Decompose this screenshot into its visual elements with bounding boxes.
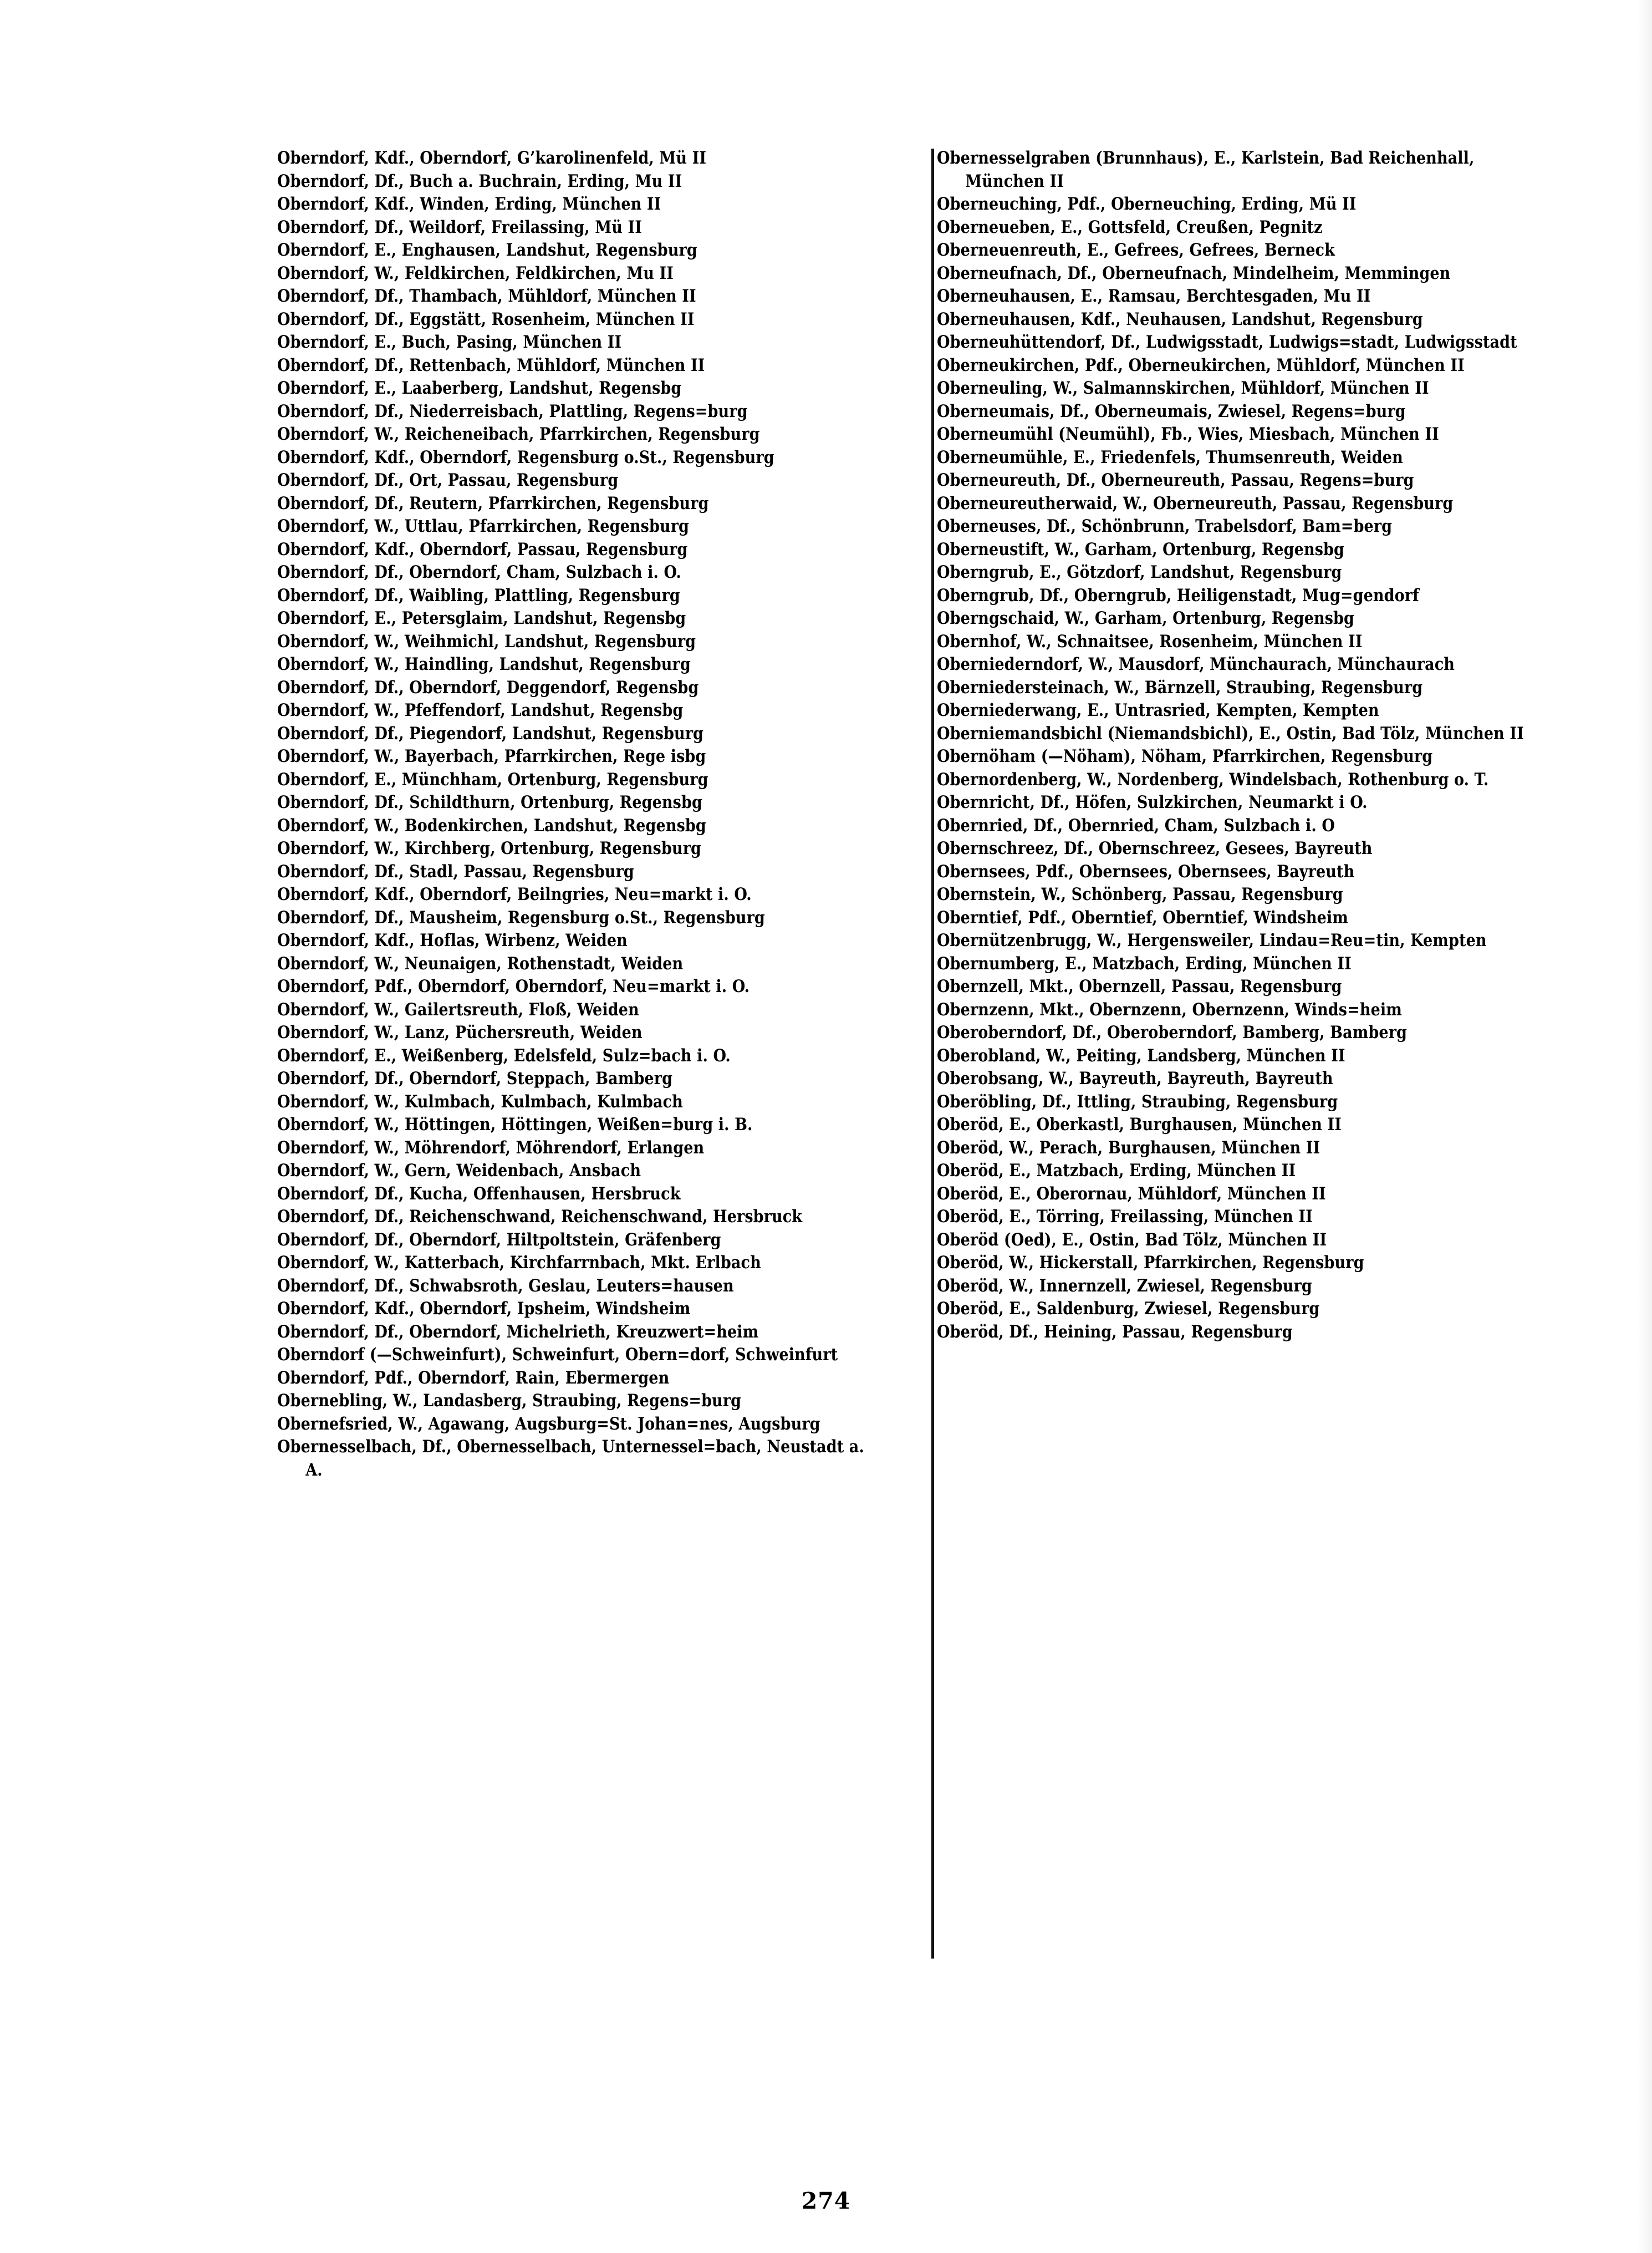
- left-column: [277, 147, 915, 1482]
- gazetteer-entry: Oberntief, Pdf., Oberntief, Oberntief, Windsheim: [937, 907, 1349, 928]
- gazetteer-entry: Obernefsried, W., Agawang, Augsburg=St. Johan=nes, Augsburg: [277, 1413, 820, 1434]
- gazetteer-entry: Oberneuling, W., Salmannskirchen, Mühldorf, München II: [937, 378, 1429, 398]
- gazetteer-entry: Oberndorf, Pdf., Oberndorf, Oberndorf, Neu=markt i. O.: [277, 977, 750, 996]
- gazetteer-entry: Oberndorf, Df., Rettenbach, Mühldorf, München II: [277, 355, 705, 375]
- gazetteer-entry: Oberöd, E., Matzbach, Erding, München II: [937, 1161, 1296, 1181]
- gazetteer-entry: Oberndorf, W., Feldkirchen, Feldkirchen, Mu II: [277, 263, 674, 283]
- gazetteer-entry: Oberndorf, Pdf., Oberndorf, Rain, Ebermergen: [277, 1367, 670, 1388]
- gazetteer-entry: Oberöd, W., Perach, Burghausen, München II: [937, 1137, 1320, 1158]
- gazetteer-entry: Obernesselbach, Df., Obernesselbach, Unternessel=bach, Neustadt a. A.: [277, 1437, 870, 1480]
- gazetteer-entry: Oberndorf, W., Haindling, Landshut, Regensburg: [277, 654, 691, 674]
- gazetteer-entry: Oberndorf, E., Petersglaim, Landshut, Regensbg: [277, 608, 686, 628]
- gazetteer-entry: Oberngschaid, W., Garham, Ortenburg, Regensbg: [937, 608, 1355, 628]
- gazetteer-entry: Oberndorf, Df., Buch a. Buchrain, Erding, Mu II: [277, 171, 682, 191]
- gazetteer-entry: Obernumberg, E., Matzbach, Erding, München II: [937, 953, 1352, 974]
- gazetteer-entry: Obernzell, Mkt., Obernzell, Passau, Regensburg: [937, 977, 1342, 996]
- gazetteer-entry: Oberndorf, Df., Oberndorf, Hiltpoltstein, Gräfenberg: [277, 1229, 721, 1250]
- gazetteer-entry: Oberöd, E., Oberkastl, Burghausen, München II: [937, 1115, 1342, 1135]
- gazetteer-entry: Oberndorf, Df., Reichenschwand, Reichenschwand, Hersbruck: [277, 1207, 803, 1227]
- gazetteer-entry: Oberndorf, W., Reicheneibach, Pfarrkirchen, Regensburg: [277, 424, 760, 444]
- gazetteer-entry: Oberöd (Oed), E., Ostin, Bad Tölz, München II: [937, 1229, 1327, 1250]
- gazetteer-entry: Oberndorf, Df., Ort, Passau, Regensburg: [277, 470, 619, 490]
- gazetteer-entry: Oberndorf, W., Bayerbach, Pfarrkirchen, Rege isbg: [277, 746, 706, 766]
- gazetteer-entry: Oberndorf, Kdf., Winden, Erding, München II: [277, 194, 661, 214]
- gazetteer-entry: Oberndorf, E., Buch, Pasing, München II: [277, 332, 622, 352]
- gazetteer-entry: Oberöd, E., Saldenburg, Zwiesel, Regensburg: [937, 1299, 1320, 1319]
- gazetteer-entry: Oberndorf, Df., Niederreisbach, Plattling, Regens=burg: [277, 401, 748, 421]
- gazetteer-entry: Oberndorf, W., Gailertsreuth, Floß, Weiden: [277, 999, 639, 1020]
- gazetteer-entry: Obernöham (—Nöham), Nöham, Pfarrkirchen, Regensburg: [937, 746, 1433, 766]
- gazetteer-entry: Oberndorf, Df., Reutern, Pfarrkirchen, Regensburg: [277, 493, 709, 513]
- gazetteer-entry: Obernried, Df., Obernried, Cham, Sulzbach i. O: [937, 815, 1335, 836]
- gazetteer-entry: Obernstein, W., Schönberg, Passau, Regensburg: [937, 884, 1343, 904]
- gazetteer-entry: Oberndorf, E., Münchham, Ortenburg, Regensburg: [277, 769, 708, 790]
- gazetteer-entry: Obernesselgraben (Brunnhaus), E., Karlstein, Bad Reichenhall, München II: [937, 148, 1480, 191]
- gazetteer-entry: Oberobsang, W., Bayreuth, Bayreuth, Bayreuth: [937, 1069, 1333, 1089]
- gazetteer-entry: Oberniederwang, E., Untrasried, Kempten, Kempten: [937, 700, 1379, 720]
- gazetteer-entry: Oberneuhausen, Kdf., Neuhausen, Landshut, Regensburg: [937, 309, 1423, 329]
- gazetteer-entry: Oberndorf, W., Kirchberg, Ortenburg, Regensburg: [277, 838, 702, 858]
- gazetteer-entry: Oberoberndorf, Df., Oberoberndorf, Bamberg, Bamberg: [937, 1023, 1408, 1042]
- gazetteer-entry: Oberndorf, Df., Eggstätt, Rosenheim, München II: [277, 309, 695, 329]
- gazetteer-entry: Oberndorf, Kdf., Oberndorf, Regensburg o.St., Regensburg: [277, 447, 774, 467]
- gazetteer-entry: Oberndorf, Df., Oberndorf, Deggendorf, Regensbg: [277, 677, 699, 698]
- gazetteer-entry: Oberndorf, Df., Waibling, Plattling, Regensburg: [277, 585, 680, 606]
- gazetteer-entry: Oberneuhausen, E., Ramsau, Berchtesgaden, Mu II: [937, 286, 1371, 306]
- gazetteer-entry: Obernschreez, Df., Obernschreez, Gesees, Bayreuth: [937, 838, 1373, 858]
- gazetteer-entry: Oberndorf, W., Neunaigen, Rothenstadt, Weiden: [277, 953, 684, 974]
- gazetteer-entry: Oberöd, E., Oberornau, Mühldorf, München II: [937, 1183, 1326, 1204]
- gazetteer-entry: Obernützenbrugg, W., Hergensweiler, Lindau=Reu=tin, Kempten: [937, 930, 1487, 950]
- gazetteer-entry: Oberndorf, Kdf., Oberndorf, Ipsheim, Windsheim: [277, 1299, 691, 1319]
- gazetteer-entry: Oberniederndorf, W., Mausdorf, Münchaurach, Münchaurach: [937, 654, 1455, 674]
- right-column: [915, 147, 1552, 1344]
- gazetteer-entry: Oberngrub, Df., Oberngrub, Heiligenstadt, Mug=gendorf: [937, 585, 1419, 606]
- gazetteer-entry: Oberöd, W., Hickerstall, Pfarrkirchen, Regensburg: [937, 1253, 1364, 1273]
- gazetteer-entry: Oberndorf, W., Uttlau, Pfarrkirchen, Regensburg: [277, 516, 690, 536]
- gazetteer-entry: Oberndorf (—Schweinfurt), Schweinfurt, Obern=dorf, Schweinfurt: [277, 1345, 838, 1365]
- gazetteer-entry: Oberndorf, E., Enghausen, Landshut, Regensburg: [277, 240, 697, 260]
- gazetteer-entry: Oberndorf, Df., Oberndorf, Cham, Sulzbach i. O.: [277, 562, 681, 582]
- gazetteer-entry: Oberndorf, Kdf., Oberndorf, G’karolinenfeld, Mü II: [277, 148, 707, 168]
- gazetteer-entry: Oberöd, Df., Heining, Passau, Regensburg: [937, 1321, 1293, 1342]
- gazetteer-entry: Oberneuching, Pdf., Oberneuching, Erding, Mü II: [937, 194, 1357, 214]
- gazetteer-entry: Obernebling, W., Landasberg, Straubing, Regens=burg: [277, 1391, 742, 1411]
- gazetteer-entry: Oberniemandsbichl (Niemandsbichl), E., Ostin, Bad Tölz, München II: [937, 723, 1524, 744]
- gazetteer-entry: Oberndorf, E., Weißenberg, Edelsfeld, Sulz=bach i. O.: [277, 1045, 731, 1066]
- page-number: 274: [801, 2188, 851, 2214]
- gazetteer-entry: Oberngrub, E., Götzdorf, Landshut, Regensburg: [937, 562, 1342, 582]
- gazetteer-entry: Oberndorf, Kdf., Oberndorf, Passau, Regensburg: [277, 539, 688, 560]
- gazetteer-entry: Oberneuenreuth, E., Gefrees, Gefrees, Berneck: [937, 240, 1335, 260]
- gazetteer-entry: Oberndorf, W., Möhrendorf, Möhrendorf, Erlangen: [277, 1137, 705, 1158]
- gazetteer-entry: Oberneureutherwaid, W., Oberneureuth, Passau, Regensburg: [937, 493, 1454, 513]
- gazetteer-entry: Oberndorf, W., Gern, Weidenbach, Ansbach: [277, 1161, 641, 1181]
- gazetteer-entry: Obernhof, W., Schnaitsee, Rosenheim, München II: [937, 631, 1363, 652]
- gazetteer-entry: Oberndorf, W., Kulmbach, Kulmbach, Kulmbach: [277, 1091, 683, 1112]
- gazetteer-entry: Oberniedersteinach, W., Bärnzell, Straubing, Regensburg: [937, 677, 1423, 698]
- gazetteer-entry: Oberndorf, E., Laaberberg, Landshut, Regensbg: [277, 378, 682, 398]
- gazetteer-entry: Oberneumais, Df., Oberneumais, Zwiesel, Regens=burg: [937, 401, 1406, 421]
- gazetteer-entry: Oberneumühl (Neumühl), Fb., Wies, Miesbach, München II: [937, 424, 1439, 444]
- gazetteer-entry: Oberöd, W., Innernzell, Zwiesel, Regensburg: [937, 1275, 1312, 1296]
- gazetteer-entry: Oberndorf, Df., Mausheim, Regensburg o.St., Regensburg: [277, 907, 765, 928]
- gazetteer-entry: Oberndorf, W., Weihmichl, Landshut, Regensburg: [277, 631, 696, 652]
- gazetteer-entry: Oberneumühle, E., Friedenfels, Thumsenreuth, Weiden: [937, 447, 1403, 467]
- gazetteer-entry: Oberneufnach, Df., Oberneufnach, Mindelheim, Memmingen: [937, 263, 1451, 283]
- gazetteer-entry: Oberneustift, W., Garham, Ortenburg, Regensbg: [937, 539, 1345, 560]
- gazetteer-entry: Oberndorf, W., Bodenkirchen, Landshut, Regensbg: [277, 815, 706, 836]
- gazetteer-entry: Oberndorf, W., Höttingen, Höttingen, Weißen=burg i. B.: [277, 1115, 753, 1135]
- gazetteer-entry: Oberndorf, Df., Schwabsroth, Geslau, Leuters=hausen: [277, 1275, 734, 1296]
- gazetteer-entry: Oberneueben, E., Gottsfeld, Creußen, Pegnitz: [937, 217, 1323, 237]
- gazetteer-entry: Oberndorf, Df., Oberndorf, Steppach, Bamberg: [277, 1069, 673, 1089]
- gazetteer-entry: Obernricht, Df., Höfen, Sulzkirchen, Neumarkt i O.: [937, 792, 1368, 812]
- gazetteer-entry: Obernzenn, Mkt., Obernzenn, Obernzenn, Winds=heim: [937, 999, 1402, 1020]
- gazetteer-entry: Oberndorf, Df., Oberndorf, Michelrieth, Kreuzwert=heim: [277, 1321, 759, 1342]
- gazetteer-entry: Oberndorf, Df., Stadl, Passau, Regensburg: [277, 861, 634, 882]
- gazetteer-entry: Oberndorf, Df., Piegendorf, Landshut, Regensburg: [277, 723, 704, 744]
- gazetteer-entry: Oberöbling, Df., Ittling, Straubing, Regensburg: [937, 1091, 1338, 1112]
- gazetteer-entry: Oberneuses, Df., Schönbrunn, Trabelsdorf, Bam=berg: [937, 516, 1393, 536]
- gazetteer-entry: Oberndorf, W., Lanz, Püchersreuth, Weiden: [277, 1023, 643, 1042]
- gazetteer-entry: Oberöd, E., Törring, Freilassing, München II: [937, 1207, 1313, 1227]
- gazetteer-entry: Oberneureuth, Df., Oberneureuth, Passau, Regens=burg: [937, 470, 1414, 490]
- gazetteer-entry: Oberndorf, Df., Weildorf, Freilassing, Mü II: [277, 217, 643, 237]
- gazetteer-entry: Oberobland, W., Peiting, Landsberg, München II: [937, 1045, 1345, 1066]
- gazetteer-entry: Obernsees, Pdf., Obernsees, Obernsees, Bayreuth: [937, 861, 1355, 882]
- gazetteer-entry: Oberndorf, W., Katterbach, Kirchfarrnbach, Mkt. Erlbach: [277, 1253, 761, 1273]
- two-column-body: [277, 147, 1552, 1482]
- gazetteer-entry: Obernordenberg, W., Nordenberg, Windelsbach, Rothenburg o. T.: [937, 769, 1489, 790]
- gazetteer-entry: Oberneuhüttendorf, Df., Ludwigsstadt, Ludwigs=stadt, Ludwigsstadt: [937, 332, 1517, 352]
- gazetteer-entry: Oberndorf, Df., Thambach, Mühldorf, München II: [277, 286, 696, 306]
- gazetteer-entry: Oberndorf, Df., Kucha, Offenhausen, Hersbruck: [277, 1183, 681, 1204]
- gazetteer-entry: Oberneukirchen, Pdf., Oberneukirchen, Mühldorf, München II: [937, 355, 1465, 375]
- gazetteer-entry: Oberndorf, W., Pfeffendorf, Landshut, Regensbg: [277, 700, 684, 720]
- gazetteer-entry: Oberndorf, Kdf., Oberndorf, Beilngries, Neu=markt i. O.: [277, 884, 752, 904]
- gazetteer-entry: Oberndorf, Kdf., Hoflas, Wirbenz, Weiden: [277, 930, 628, 950]
- gazetteer-entry: Oberndorf, Df., Schildthurn, Ortenburg, Regensbg: [277, 792, 702, 812]
